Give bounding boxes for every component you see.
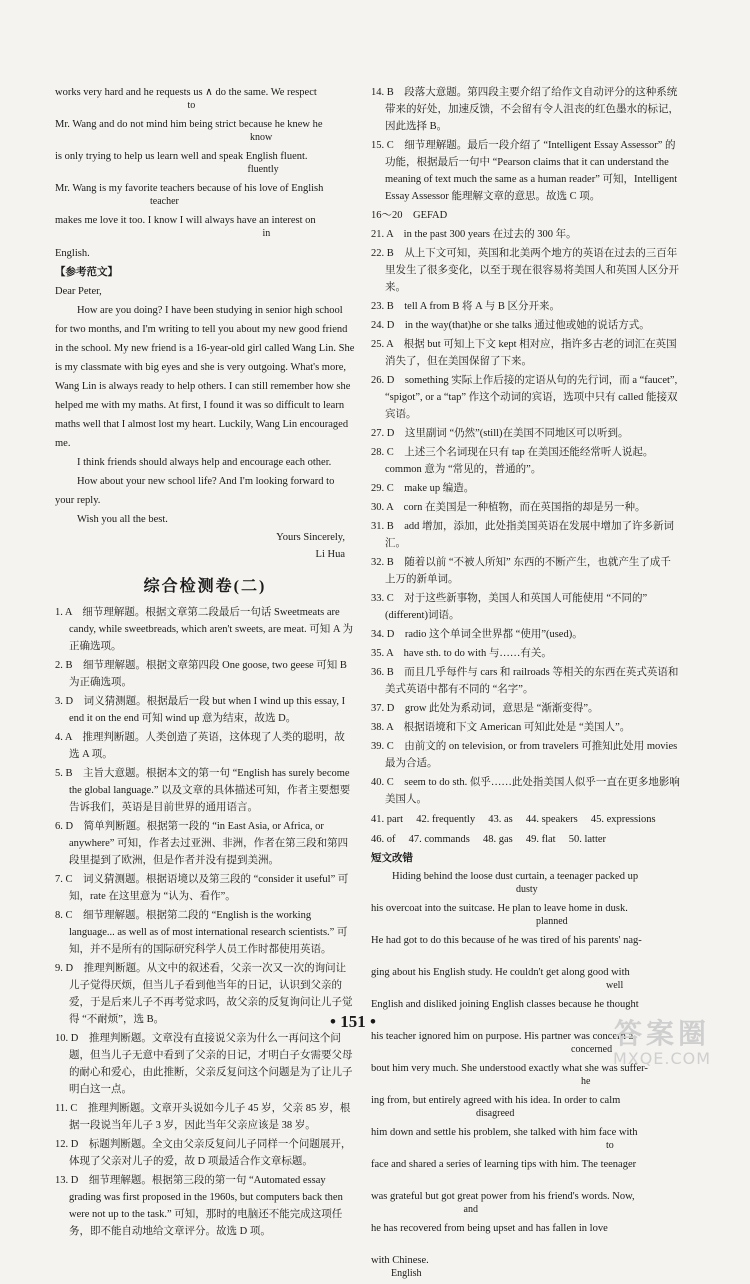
- letter-paragraph: How are you doing? I have been studying in senior high school for two months, and I'm writing to tell you about my new good friend in the school. My new friend is a 16-year-old girl called Wang Lin. She is my classmate with big eyes and she is very outgoing. What's more, Wang Lin is always ready to help others. I can still remember how she helped me with my maths. At first, I found it was so difficult to learn maths well that I almost lost my heart. Luckily, Wang Lin encouraged me.: [55, 305, 355, 449]
- correction-fix: disagreed: [371, 1108, 515, 1119]
- answer-item: 12. D 标题判断题。全文由父亲反复问儿子同样一个问题展开，体现了父亲对儿子的爱，故 D 项最适合作文章标题。: [55, 1139, 352, 1167]
- correction-text: Hiding behind the loose dust curtain, a teenager packed up: [371, 871, 639, 882]
- correction-line: [371, 1220, 681, 1252]
- answer-item: 33. C 对于这些新事物，美国人和英国人可能使用 “不同的” (different)词语。: [371, 593, 648, 621]
- correction-text: he has recovered from being upset and has fallen in love: [371, 1223, 608, 1234]
- correction-text: is only trying to help us learn well and speak English fluent.: [55, 151, 308, 162]
- correction-line: [371, 964, 681, 996]
- correction-text: English.: [55, 248, 90, 259]
- correction-text: He had got to do this because of he was tired of his parents' nag-: [371, 935, 642, 946]
- answer-item: 28. C 上述三个名词现在只有 tap 在美国还能经常听人说起。common 意为 “常见的，普通的”。: [371, 447, 654, 475]
- correction-line: [55, 84, 355, 116]
- correction-fix: to: [55, 100, 196, 111]
- correction-line: [55, 116, 355, 148]
- correction-continuation: [55, 84, 355, 264]
- correction-text: bout him very much. She understood exactly what she was suffer-: [371, 1063, 648, 1074]
- correction-line: [371, 1252, 681, 1284]
- correction-fix: English: [371, 1268, 422, 1279]
- correction-line: [371, 932, 681, 964]
- letter-paragraph: I think friends should always help and encourage each other.: [77, 457, 332, 468]
- answer-item: 9. D 推理判断题。从文中的叙述看，父亲一次又一次的询问让儿子觉得厌烦，但当儿子看到他当年的日记，认识到父亲的爱，于是后来儿子不再考觉求吗，故父亲的反复询问让儿子觉得 “不耐烦”，选 B。: [55, 963, 353, 1025]
- letter-closing: Yours Sincerely,: [276, 532, 345, 543]
- answer-item: 7. C 词义猜测题。根据语境以及第三段的 “consider it useful” 可知，rate 在这里意为 “认为、看作”。: [55, 874, 349, 902]
- correction-text: face and shared a series of learning tips with him. The teenager: [371, 1159, 637, 1170]
- correction-fix: fluently: [55, 164, 279, 175]
- correction-text: makes me love it too. I know I will always have an interest on: [55, 215, 316, 226]
- correction-line: [371, 1124, 681, 1156]
- answer-item: 24. D in the way(that)he or she talks 通过他或她的说话方式。: [371, 320, 650, 331]
- answer-item: 14. B 段落大意题。第四段主要介绍了给作文自动评分的这种系统带来的好处，加速反馈，不会留有令人沮丧的红色墨水的标记，因此选择 B。: [371, 87, 679, 132]
- correction-text: ing from, but entirely agreed with his idea. In order to calm: [371, 1095, 621, 1106]
- correction-line: [371, 1188, 681, 1220]
- answer-item: 25. A 根据 but 可知上下文 kept 相对应，指许多古老的词汇在英国消失了，但在美国保留了下来。: [371, 339, 677, 367]
- answer-item: 30. A corn 在美国是一种植物，而在英国指的却是另一种。: [371, 502, 646, 513]
- answer-item: 1. A 细节理解题。根据文章第二段最后一句话 Sweetmeats are candy, while sweetbreads, which aren't sweets, are meat. 可知 A 为正确选项。: [55, 607, 354, 652]
- answer-item: 2. B 细节理解题。根据文章第四段 One goose, two geese 可知 B 为正确选项。: [55, 660, 347, 688]
- fill-in-answers: 46. of 47. commands 48. gas 49. flat 50. latter: [371, 834, 607, 845]
- section-title: 综合检测卷(二): [143, 578, 267, 595]
- letter-signature: Li Hua: [315, 549, 345, 560]
- correction-passage: [371, 868, 681, 1284]
- correction-fix: in: [55, 228, 271, 239]
- letter-greeting: Dear Peter,: [55, 286, 102, 297]
- letter-paragraph: Wish you all the best.: [77, 514, 168, 525]
- answer-item: 10. D 推理判断题。文章没有直接说父亲为什么一再问这个问题，但当儿子无意中看到了父亲的日记，才明白子女需要父母的耐心和爱心，由此推断，父亲反复问这个问题是为了让儿子明白这一点。: [55, 1033, 353, 1095]
- answer-item: 35. A have sth. to do with 与……有关。: [371, 648, 552, 659]
- answer-item: 6. D 简单判断题。根据第一段的 “in East Asia, or Africa, or anywhere” 可知，作者去过亚洲、非洲，作者在第三段和第四段里提到了欧洲，但是作者并没有提到美洲。: [55, 821, 349, 866]
- sample-essay-heading: 【参考范文】: [55, 267, 118, 278]
- correction-fix: teacher: [55, 196, 179, 207]
- answer-list: [371, 84, 681, 808]
- correction-text: him down and settle his problem, she talked with him face with: [371, 1127, 638, 1138]
- correction-line: [55, 148, 355, 180]
- answer-item: 32. B 随着以前 “不被人所知” 东西的不断产生，也就产生了成千上万的新单词。: [371, 557, 671, 585]
- correction-fix: dusty: [371, 884, 538, 895]
- correction-fix: to: [371, 1140, 614, 1151]
- correction-fix: know: [55, 132, 273, 143]
- correction-text: English and disliked joining English classes because he thought: [371, 999, 639, 1010]
- watermark-logo: [592, 1018, 732, 1073]
- answer-item: 31. B add 增加，添加，此处指美国英语在发展中增加了许多新词汇。: [371, 521, 675, 549]
- left-column: [55, 84, 355, 1240]
- answer-item: 34. D radio 这个单词全世界都 “使用”(used)。: [371, 629, 583, 640]
- correction-line: [55, 180, 355, 212]
- answer-item: 39. C 由前文的 on television, or from travelers 可推知此处用 movies 最为合适。: [371, 741, 678, 769]
- correction-fix: planned: [371, 916, 568, 927]
- answer-item: 5. B 主旨大意题。根据本文的第一句 “English has surely become the global language.” 以及文章的具体描述可知，作者主要想要告诉我们，英语是目前世界的通用语言。: [55, 768, 351, 813]
- answer-item: 22. B 从上下文可知，英国和北美两个地方的英语在过去的三百年里发生了很多变化，以至于现在很容易将美国人和英国人区分开来。: [371, 248, 679, 293]
- correction-line: [55, 212, 355, 244]
- answer-item: 8. C 细节理解题。根据第二段的 “English is the working language... as well as of most international research scientists.” 可知，并不是所有的国际研究科学人员工作时都使用英语。: [55, 910, 348, 955]
- answer-item: 13. D 细节理解题。根据第三段的第一句 “Automated essay grading was first proposed in the 1960s, but computers back then were not up to the task.” 可知，那时的电脑还不能完成这项任务，即不能自动地给文章评分。故选 D 项。: [55, 1175, 343, 1237]
- answer-list: [55, 604, 355, 1240]
- answer-item: 21. A in the past 300 years 在过去的 300 年。: [371, 229, 577, 240]
- correction-line: [371, 1156, 681, 1188]
- correction-fix: concerned: [371, 1044, 613, 1055]
- answer-item: 36. B 而且几乎每件与 cars 和 railroads 等相关的东西在英式英语和美式英语中都有不同的 “名字”。: [371, 667, 679, 695]
- correction-heading: 短文改错: [371, 853, 413, 864]
- correction-line: [371, 868, 681, 900]
- answer-item: 40. C seem to do sth. 似乎……此处指美国人似乎一直在更多地影响美国人。: [371, 777, 680, 805]
- right-column: [371, 84, 681, 1284]
- letter-paragraph: How about your new school life? And I'm looking forward to your reply.: [55, 476, 335, 506]
- correction-line: [371, 900, 681, 932]
- correction-line: [371, 1092, 681, 1124]
- answer-item: 29. C make up 编造。: [371, 483, 475, 494]
- correction-text: was grateful but got great power from his friend's words. Now,: [371, 1191, 635, 1202]
- answer-item: 3. D 词义猜测题。根据最后一段 but when I wind up this essay, I end it on the end 可知 wind up 意为结束，故选 D。: [55, 696, 346, 724]
- correction-fix: he: [371, 1076, 591, 1087]
- correction-text: works very hard and he requests us ∧ do the same. We respect: [55, 87, 317, 98]
- answer-item: 37. D grow 此处为系动词，意思是 “渐渐变得”。: [371, 703, 599, 714]
- answer-item: 15. C 细节理解题。最后一段介绍了 “Intelligent Essay Assessor” 的功能，根据最后一句中 “Pearson claims that it can understand the meaning of text much the same as a human reader” 可知，Intelligent Essay Assessor 能理解文章的意思。故选 C 项。: [371, 140, 678, 202]
- answer-item: 27. D 这里副词 “仍然”(still)在美国不同地区可以听到。: [371, 428, 629, 439]
- watermark-line2: MXQE.COM: [612, 1049, 712, 1068]
- answer-item: 26. D something 实际上作后接的定语从句的先行词，而 a “faucet”, “spigot”, or a “tap” 作这个动词的宾语，选项中只有 called 能接双宾语。: [371, 375, 678, 420]
- fill-in-answers: 41. part 42. frequently 43. as 44. speakers 45. expressions: [371, 814, 656, 825]
- correction-fix: well: [371, 980, 624, 991]
- correction-text: Mr. Wang is my favorite teachers because of his love of English: [55, 183, 324, 194]
- correction-text: ging about his English study. He couldn't get along good with: [371, 967, 630, 978]
- page-number: • 151 •: [330, 1012, 376, 1031]
- correction-fix: and: [371, 1204, 478, 1215]
- correction-text: Mr. Wang and do not mind him being strict because he knew he: [55, 119, 323, 130]
- answer-item: 16～20 GEFAD: [371, 210, 448, 221]
- answer-item: 11. C 推理判断题。文章开头说如今儿子 45 岁，父亲 85 岁，根据一段说当年儿子 3 岁，因此当年父亲应该是 38 岁。: [55, 1103, 351, 1131]
- answer-item: 23. B tell A from B 将 A 与 B 区分开来。: [371, 301, 561, 312]
- correction-text: his overcoat into the suitcase. He plan to leave home in dusk.: [371, 903, 628, 914]
- correction-text: his teacher ignored him on purpose. His partner was concern a-: [371, 1031, 637, 1042]
- correction-text: with Chinese.: [371, 1255, 429, 1266]
- watermark-line1: 答案圈: [613, 1017, 710, 1050]
- answer-item: 38. A 根据语境和下文 American 可知此处是 “美国人”。: [371, 722, 631, 733]
- answer-item: 4. A 推理判断题。人类创造了英语，这体现了人类的聪明，故选 A 项。: [55, 732, 345, 760]
